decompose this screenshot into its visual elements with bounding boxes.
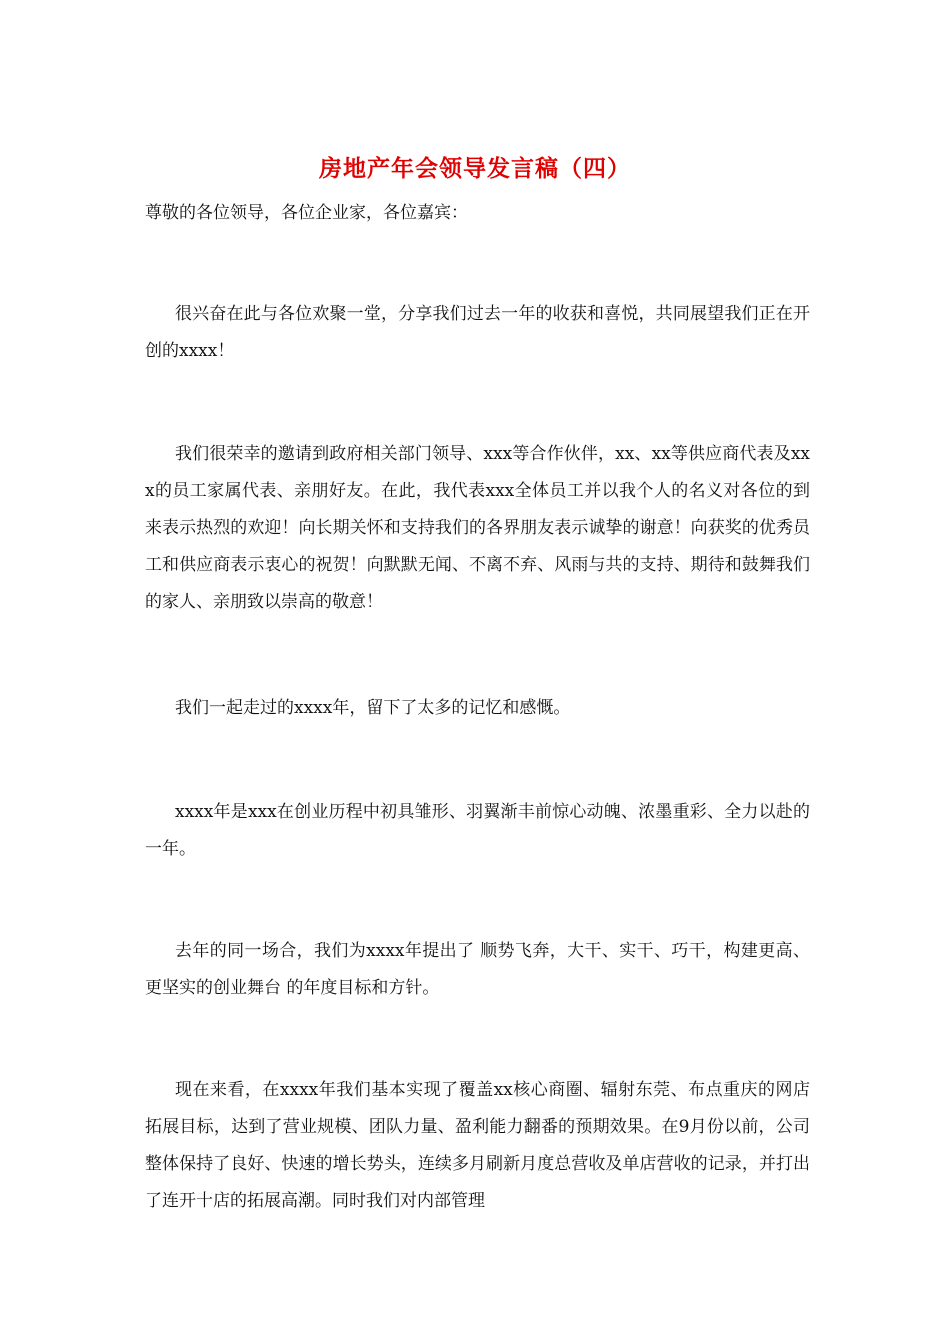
paragraph-6: 现在来看，在xxxx年我们基本实现了覆盖xx核心商圈、辐射东莞、布点重庆的网店拓展目标，达到了营业规模、团队力量、盈利能力翻番的预期效果。在9月份以前，公司整体保持了良好、快速的增长势头，连续多月刷新月度总营收及单店营收的记录，并打出了连开十店的拓展高潮。同时我们对内部管理 bbox=[145, 1080, 810, 1211]
paragraph-3: 我们一起走过的xxxx年，留下了太多的记忆和感慨。 bbox=[175, 698, 571, 718]
paragraph-4: xxxx年是xxx在创业历程中初具雏形、羽翼渐丰前惊心动魄、浓墨重彩、全力以赴的一年。 bbox=[145, 802, 810, 859]
document-title: 房地产年会领导发言稿（四） bbox=[319, 156, 631, 182]
salutation: 尊敬的各位领导，各位企业家，各位嘉宾： bbox=[145, 203, 468, 223]
paragraph-2: 我们很荣幸的邀请到政府相关部门领导、xxx等合作伙伴，xx、xx等供应商代表及xxx的员工家属代表、亲朋好友。在此，我代表xxx全体员工并以我个人的名义对各位的到来表示热烈的欢迎！向长期关怀和支持我们的各界朋友表示诚挚的谢意！向获奖的优秀员工和供应商表示衷心的祝贺！向默默无闻、不离不弃、风雨与共的支持、期待和鼓舞我们的家人、亲朋致以崇高的敬意！ bbox=[145, 444, 810, 612]
paragraph-1: 很兴奋在此与各位欢聚一堂，分享我们过去一年的收获和喜悦，共同展望我们正在开创的xxxx！ bbox=[145, 304, 810, 361]
paragraph-5: 去年的同一场合，我们为xxxx年提出了 顺势飞奔，大干、实干、巧干，构建更高、更坚实的创业舞台 的年度目标和方针。 bbox=[145, 941, 810, 998]
